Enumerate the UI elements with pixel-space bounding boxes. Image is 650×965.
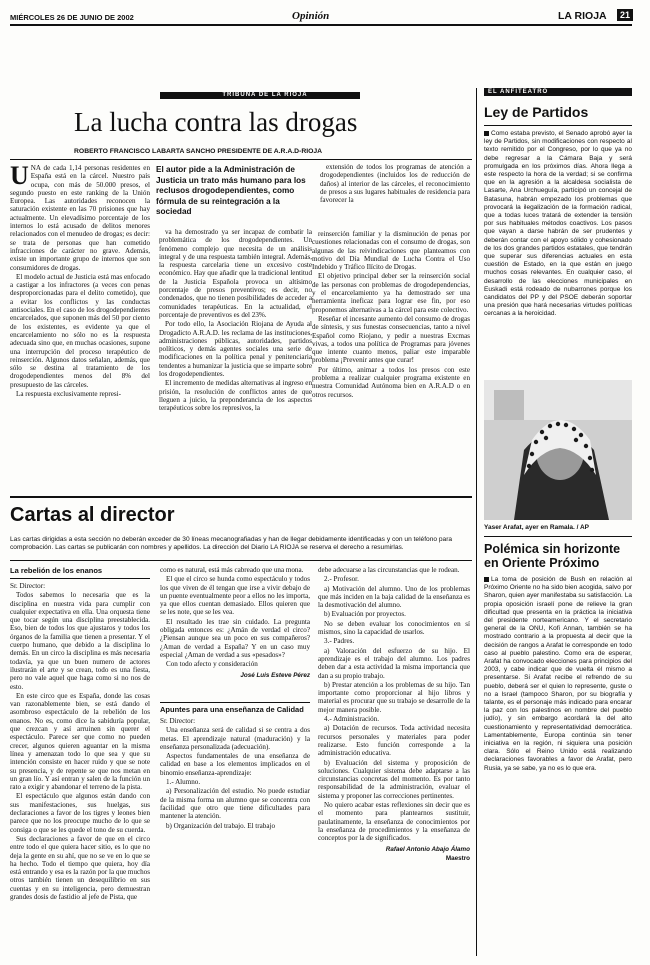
- sidebar-kicker: EL ANFITEATRO: [488, 89, 549, 95]
- article-kicker: TRIBUNA DE LA RIOJA: [222, 92, 308, 98]
- letter-paragraph: 4.- Administración.: [324, 715, 379, 724]
- letter-2-column-2: [318, 566, 470, 958]
- letter-paragraph: No quiero acabar estas reflexiones sin decir que es el momento para plantearnos sustituir, paulatinamente, la enseñanza de conocimientos por la enseñanza de procedimientos y la enseñanza de conceptos por la de significados.: [318, 801, 470, 843]
- section-name: Opinión: [292, 10, 330, 22]
- sidebar-title: Ley de Partidos: [484, 104, 589, 120]
- letter-salutation: Sr. Director:: [10, 582, 46, 590]
- article-subhead: El autor pide a la Administración de Justicia un trato más humano para los reclusos drogodependientes, como fórmula de su reintegración a la sociedad: [156, 165, 306, 216]
- letter-paragraph: El que el circo se hunda como espectáculo y todos los que viven de él tengan que irse a vivir debajo de un puente eventualmente peor a ellos no les importa, ya que ellos cuentan demasiado. Ellos quieren que se les note, que se les vea.: [160, 575, 310, 617]
- article-paragraph: El incremento de medidas alternativas al ingreso en prisión, la resolución de conflictos antes de que lleguen a juicio, la preponderancia de los aspectos terapéuticos sobre los represivos, la: [159, 379, 312, 413]
- letter-2-column-1: [160, 700, 310, 958]
- article-column-1: [10, 164, 150, 486]
- letter-paragraph: como es natural, está más cabreado que una mona.: [160, 566, 304, 574]
- letter-paragraph: 1.- Alumno.: [166, 778, 201, 787]
- article-paragraph: El modelo actual de Justicia está mas enfocado a castigar a los infractores (a veces con penas desproporcionadas para el delito cometido), que a evitar los conflictos y las conductas antisociales. En el caso de los drogodependientes encarcelados, que suponen más del 50 por ciento de los existentes, es evidente ya que el encarcelamiento no sólo no es la respuesta adecuada sino que, en muchas ocasiones, supone una interrupción del proceso terapéutico de reinserción. Algunos datos señalan, además, que sólo se destina al tratamiento de los drogodependientes menos del 8% del presupuesto de las cárceles.: [10, 272, 150, 389]
- byline-rule: [10, 159, 472, 160]
- letter-paragraph: Sus declaraciones a favor de que en el circo entre todo el que quiera hacer sitio, es lo que no deja la gente en su ahí, que no se ve en lo que se ha hecho. Todo el tiempo que quiera, hoy día está entrando y esa es la razón por la que muchos otros también tienen un desequilibrio en sus cuentas y en su inteligencia, pero demuestran grandes dosis de fastidio al jefe de Pista, que: [10, 834, 150, 901]
- caption-rule: [484, 536, 632, 537]
- article-paragraph: NA de cada 1,14 personas residentes en España está en la cárcel. Nuestro país ocupa, con más de 50.000 presos, el segundo puesto en este ranking de la Unión Europea. Las autoridades reconocen la saturación existente en las 70 prisiones que hay actualmente. Un elevadísimo porcentaje de los internos lo está acusado de delitos menores relacionados con el menudeo de drogas; es decir: se trata de personas que han cometido infracciones de carácter no grave. Además, existe un importante grupo de internos que son consumidores de drogas.: [10, 164, 150, 272]
- article-column-2: [159, 228, 312, 486]
- letter-paragraph: Con todo afecto y consideración: [166, 660, 258, 669]
- letter-paragraph: debe adecuarse a las circunstancias que le rodean.: [318, 566, 460, 574]
- letter-paragraph: El resultado les trae sin cuidado. La pregunta obligada entonces es: ¿Amán de verdad el circo? ¿Piensan aunque sea un poco en sus compañeros? ¿Aman de verdad a España? Y en un caso muy especial ¿Aman de verdad a sus «pesados»?: [160, 617, 310, 659]
- letter-paragraph: 2.- Profesor.: [324, 575, 359, 584]
- letter-paragraph: a) Personalización del estudio. No puede estudiar de la misma forma un alumno que se concentra con facilidad que otro que tiene dificultades para mantener la atención.: [160, 787, 310, 821]
- article-byline: ROBERTO FRANCISCO LABARTA SANCHO PRESIDENTE DE A.R.A.D-RIOJA: [74, 148, 323, 155]
- letter-1-column-1: [10, 582, 150, 958]
- letter-2-heading: Apuntes para una enseñanza de Calidad: [160, 702, 310, 714]
- photo-caption: Yaser Arafat, ayer en Ramala. / AP: [484, 524, 590, 531]
- article-paragraph: El objetivo principal deber ser la reinserción social de las personas con problemas de drogodependencias, y el encarcelamiento ya ha demostrado ser una herramienta ineficaz para lograr ese fin, por eso proponemos alternativas a la cárcel para este colectivo.: [312, 272, 470, 314]
- letter-paragraph: No se deben evaluar los conocimientos en sí mismos, sino la capacidad de usarlos.: [318, 619, 470, 637]
- square-bullet-icon: [484, 577, 489, 582]
- letter-paragraph: a) Motivación del alumno. Uno de los problemas que más inciden en la baja calidad de la enseñanza es la desmotivación del alumno.: [318, 584, 470, 610]
- sidebar-bottom-title: Polémica sin horizonte en Oriente Próximo: [484, 542, 621, 570]
- letter-1-heading-rule: [10, 578, 150, 579]
- sidebar-text: Como estaba previsto, el Senado aprobó ayer la ley de Partidos, sin modificaciones con respecto al texto remitido por el Congreso, por lo que ya no debe regresar a la Cámara Baja y será promulgada en los próximos días. Ahora llega a este respecto la hora de la verdad; si se confirma que en la agresión a la alcaldesa socialista de Lasarte, Ana Urchueguía, partícipó un concejal de Batasuna, habrán empezado los problemas que provocará la ilegalización de la formación radical, que a todas luces tratará de extender la tensión por sus habituales métodos coactivos. Los pasos que vayan a darse habrán de ser prudentes y deberán contar con el apoyo sólido y cohesionado de los dos grandes partidos estatales, que tendrán que superar sus diferencias actuales en esta cuestión de Estado, en la que están en juego muchos cosas relevantes. En cualquier caso, el desarrollo de las elecciones municipales en Euskadi está rodeado de nubarrones porque los candidatos del PP y del PSOE deberán soportar una presión que hará necesarias virtudes políticas cercanas a la heroicidad.: [484, 130, 632, 318]
- photo-illustration: [484, 380, 632, 520]
- page-date: MIÉRCOLES 26 DE JUNIO DE 2002: [10, 13, 134, 22]
- article-paragraph: extensión de todos los programas de atención a drogodependientes (incluidos los de reducción de daños) al interior de las cárceles, el reconocimiento de presos a sus lugares habituales de residencia para favorecer la: [320, 163, 470, 205]
- letter-paragraph: En este circo que es España, donde las cosas van razonablemente bien, se está dando el asombroso espectáculo de la rebelión de los enanos. No es, como dice la sabiduría popular, que crezcan y así arruinen sin querer el espectáculo. Parece ser que como no pueden crecer, algunos quieren aguantar en la misma línea y amenazan todo lo que sea y que su intención consiste en hacer ruido y que se note su presencia, y de repente se que nos metan en un gran lío. Y así entran y salen de la función un rato a exigir y abandonar el terreno de la pista.: [10, 691, 150, 792]
- letter-salutation: Sr. Director:: [160, 717, 196, 725]
- newspaper-name: LA RIOJA: [558, 10, 607, 22]
- letter-paragraph: b) Prestar atención a los problemas de su hijo. Tan importante como proporcionar al hijo libros y material es procurar que su trabajo se desarrolle de la mejor manera posible.: [318, 680, 470, 714]
- square-bullet-icon: [484, 131, 489, 136]
- article-title: La lucha contra las drogas: [74, 107, 358, 137]
- sidebar-editorial: [484, 130, 632, 376]
- drop-cap: U: [10, 164, 29, 190]
- letter-paragraph: Una enseñanza será de calidad si se centra a dos metas. El aprendizaje natural (maduración) y la enseñanza personalizada (adecuación).: [160, 726, 310, 751]
- sidebar-divider: [476, 88, 477, 956]
- article-paragraph: La respuesta exclusivamente represi-: [16, 390, 121, 399]
- article-paragraph: Por todo ello, la Asociación Riojana de Ayuda al Drogadicto A.R.A.D. les reclama de las instituciones, administraciones públicas, autoridades, partidos políticos, y demás agentes sociales una serie de modificaciones en la política penal y penitenciaria tendentes a humanizar la justicia que se imparte sobre los drogodependientes.: [159, 320, 312, 379]
- letter-2-signature: Rafael Antonio Abajo Álamo: [385, 845, 470, 853]
- letter-paragraph: a) Valoración del esfuerzo de su hijo. El aprendizaje es el trabajo del alumno. Los padres deben dar a esta actividad la misma importancia que dan a su propio trabajo.: [318, 646, 470, 680]
- article-paragraph: Reseñar el incesante aumento del consumo de drogas de síntesis, y sus funestas consecuencias, tanto a nivel Español como Riojano, y pedir a nuestras Excmas vivas, a todos una política de Programas para jóvenes que intente cuanto menos, paliar este imparable problema ¡Prevenir antes que curar!: [312, 314, 470, 365]
- letters-intro-rule: [10, 560, 472, 561]
- letters-intro: Las cartas dirigidas a esta sección no deberán exceder de 30 líneas mecanografiadas y han de llegar debidamente identificadas y con un teléfono para comprobación. Las cartas se publicarán con nombres y apellidos. La dirección del Diario LA RIOJA se reserva el derecho a resumirlas.: [10, 536, 453, 552]
- header-rule: [10, 24, 632, 26]
- arafat-photo: [484, 380, 632, 520]
- page-number: 21: [617, 9, 633, 21]
- article-paragraph: reinserción familiar y la disminución de penas por cuestiones relacionadas con el consumo de drogas, son algunas de las reivindicaciones que planteamos con motivo del Día Mundial de Lucha Contra el Uso Indebido y Tráfico Ilícito de Drogas.: [312, 230, 470, 272]
- article-paragraph: Por último, animar a todos los presos con este problema a realizar cualquier programa existente en nuestra Comunidad Autónoma bien en A.R.A.D o en otros recursos.: [312, 365, 470, 399]
- letter-paragraph: b) Evaluación por proyectos.: [324, 610, 406, 619]
- letters-title: Cartas al director: [10, 504, 175, 526]
- letter-2-signature-role: Maestro: [445, 854, 470, 862]
- letter-paragraph: a) Dotación de recursos. Toda actividad necesita recursos personales y materiales para poder realizarse. Esto función corresponde a la administración educativa.: [318, 724, 470, 758]
- letter-1-column-2: [160, 566, 310, 696]
- sidebar-bottom-editorial: [484, 576, 632, 958]
- letter-paragraph: b) Evaluación del sistema y proposición de soluciones. Cualquier sistema debe adaptarse a las circunstancias concretas del momento. Es por tanto responsabilidad de la administración, evaluar el sistema y proponer las correcciones pertinentes.: [318, 758, 470, 800]
- letter-1-signature: José Luis Esteve Pérez: [240, 671, 310, 679]
- letter-1-heading: La rebelión de los enanos: [10, 566, 103, 575]
- article-column-3: [312, 230, 470, 486]
- letter-paragraph: 3.- Padres.: [324, 637, 355, 646]
- sidebar-bottom-text: La toma de posición de Bush en relación al Próximo Oriente no ha sido bien acogida, salvo por Sharon, quien ayer manifestaba su satisfacción. La propia oposición israelí pone de relieve la gran dificultad que presenta en la práctica la iniciativa del presidente norteamericano. Y el secretario general de la ONU, Kofi Annan, también se ha mostrado contrario a la propuesta al decir que la decisión de rangos a Arafat le corresponde en todo caso al pueblo palestino. Como era de esperar, Arafat ha convocado elecciones para principios del 2003, y cabe indicar que de vuelta él mismo a presentarse. Si Arafat recibe el refrendo de su pueblo, deberá ser el quien lo represente, guste o no a Israel (tampoco Sharon, por su biografía y talante, es el personaje más indicado para encarar la paz con los palestinos en nombre del pueblo judío), y sin embargo acordará la del alto cuestionamiento y representatividad democrática. Lamentablemente, Europa continúa sin tener iniciativa en la región, ni siquiera una posición clara. Sólo el Reino Unido está realizando declaraciones favorables a favor de Arafat, pero Rusia, ya se sabe, ya no es lo que era.: [484, 576, 632, 772]
- letter-paragraph: Todos sabemos lo necesaria que es la disciplina en nuestra vida para cumplir con cualquier expectativa en ella. Una orquesta tiene que tocar según una disciplina preestablecida. Eso, bien de todos los que ajustaros y todos los órganos de la familia que tienen a presentar. Y el cuerpo humano, que debido a la disciplina lo demás. En un circo la disciplina es más necesaria todavía, ya que un buen numero de actores ilustrarán el arte y se crean, todo es una fiesta, pero no vale aquel que haga como si no nos de esto.: [10, 591, 150, 691]
- article-column-3-top: [320, 163, 470, 229]
- sidebar-title-rule: [484, 125, 632, 126]
- letter-paragraph: b) Organización del trabajo. El trabajo: [166, 821, 275, 830]
- letter-paragraph: Aspectos fundamentales de una enseñanza de calidad en base a los elementos implicados en el binomio enseñanza-aprendizaje:: [160, 752, 310, 777]
- letters-top-rule: [10, 496, 472, 498]
- letter-paragraph: El espectáculo que algunos están dando con sus manifestaciones, sus huelgas, sus declaraciones a favor de los tigres y leones bien parece que no los preocupe mucho de lo que se consiga o que se les quede el tono de su cuerda.: [10, 792, 150, 834]
- article-paragraph: va ha demostrado ya ser incapaz de combatir la problemática de los drogodependientes. Un fenómeno complejo que necesita de un análisis integral y de una respuesta también integral. Además, la respuesta carcelaria tiene un excesivo coste económico. Hay que añadir que la tradicional lentitud de la Justicia Española provoca un altísimo porcentaje de presos preventivos; es decir, no condenados, que no tienen posibilidades de acceder a comunidades terapéuticas. En la actualidad, el porcentaje de preventivos es del 23%.: [159, 228, 312, 319]
